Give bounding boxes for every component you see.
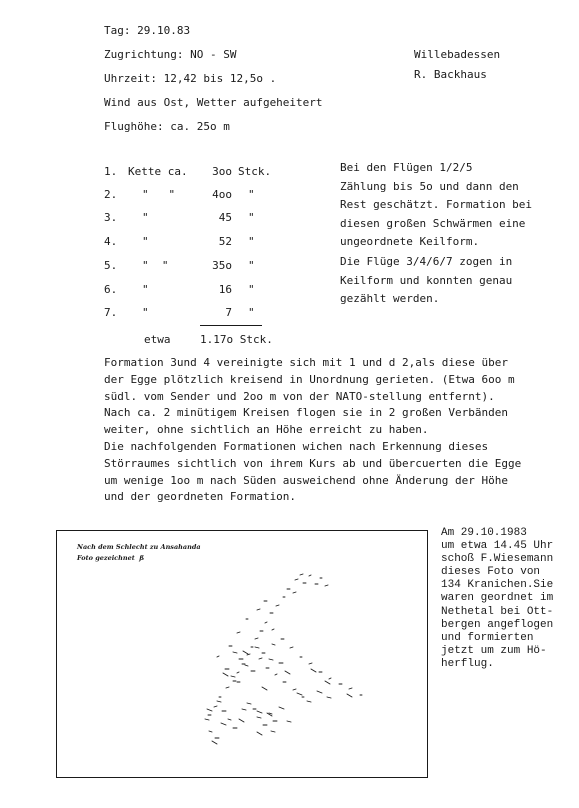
flight-unit: " bbox=[248, 283, 255, 296]
location: Willebadessen bbox=[414, 48, 501, 61]
flight-number: 3. bbox=[104, 211, 118, 224]
flight-number: 7. bbox=[104, 306, 118, 319]
flight-mark: " bbox=[142, 211, 149, 224]
flight-count: 16 bbox=[218, 283, 232, 296]
time-range: Uhrzeit: 12,42 bis 12,5o . bbox=[104, 72, 277, 85]
flight-mark: " bbox=[142, 306, 149, 319]
flight-unit: " bbox=[248, 235, 255, 248]
observation-text: Formation 3und 4 vereinigte sich mit 1 und d 2,als diese über der Egge plötzlich kreisend in Unordnung gerieten. (Etwa 6oo m südl. vom Sender und 2oo m von der NATO-stellung entfernt). Nach ca. 2 minütigem Kreisen flogen sie in 2 großen Verbänden weiter, ohne sichtlich an Höhe erreicht zu haben. Die nachfolgenden Formationen wichen nach Erkennung dieses Störraumes sichtlich von ihrem Kurs ab und übercuerten die Egge um wenige 1oo m nach Süden ausweichend ohne Änderung der Höhe und der geordneten Formation. bbox=[104, 356, 522, 504]
flight-count: 45 bbox=[218, 211, 232, 224]
flight-number: 4. bbox=[104, 235, 118, 248]
flight-count: 4oo bbox=[212, 188, 232, 201]
flight-mark: " bbox=[142, 235, 149, 248]
flight-count: 52 bbox=[218, 235, 232, 248]
total-label: etwa bbox=[144, 333, 171, 346]
flight-number: 2. bbox=[104, 188, 118, 201]
flight-number: 5. bbox=[104, 259, 118, 272]
observer: R. Backhaus bbox=[414, 68, 487, 81]
flight-direction: Zugrichtung: NO - SW bbox=[104, 48, 237, 61]
crane-flock-drawing bbox=[57, 531, 428, 778]
date: Tag: 29.10.83 bbox=[104, 24, 191, 37]
flight-mark: Kette ca. bbox=[128, 165, 188, 178]
flight-number: 6. bbox=[104, 283, 118, 296]
flight-unit: " bbox=[248, 306, 255, 319]
flight-unit: " bbox=[248, 211, 255, 224]
total-value: 1.17o Stck. bbox=[200, 333, 273, 346]
photo-caption: Am 29.10.1983 um etwa 14.45 Uhr schoß F.Wiesemann dieses Foto von 134 Kranichen.Sie waren geordnet im Nethetal bei Ott- bergen angeflogen und formierten jetzt um zum Hö- herflug. bbox=[441, 527, 554, 670]
flight-number: 1. bbox=[104, 165, 118, 178]
flight-mark: " " bbox=[142, 259, 169, 272]
flight-count: 7 bbox=[225, 306, 232, 319]
flight-unit: " bbox=[248, 259, 255, 272]
weather: Wind aus Ost, Wetter aufgeheitert bbox=[104, 96, 323, 109]
handwritten-note-line1: Nach dem Schlecht zu Ansahanda bbox=[77, 543, 201, 551]
flight-unit: " bbox=[248, 188, 255, 201]
flight-mark: " " bbox=[142, 188, 176, 201]
flight-count: 3oo bbox=[212, 165, 232, 178]
remarks-counting: Bei den Flügen 1/2/5 Zählung bis 5o und dann den Rest geschätzt. Formation bei diesen großen Schwärmen eine ungeordnete Keilform. bbox=[340, 161, 533, 248]
flight-unit: Stck. bbox=[238, 165, 272, 178]
flight-mark: " bbox=[142, 283, 149, 296]
remarks-formation: Die Flüge 3/4/6/7 zogen in Keilform und konnten genau gezählt werden. bbox=[340, 255, 513, 305]
flight-altitude: Flughöhe: ca. 25o m bbox=[104, 120, 230, 133]
handwritten-note-line2: Foto gezeichnet ß bbox=[77, 554, 145, 562]
flight-count: 35o bbox=[212, 259, 232, 272]
crane-photo bbox=[56, 530, 428, 778]
sum-line bbox=[200, 325, 262, 326]
